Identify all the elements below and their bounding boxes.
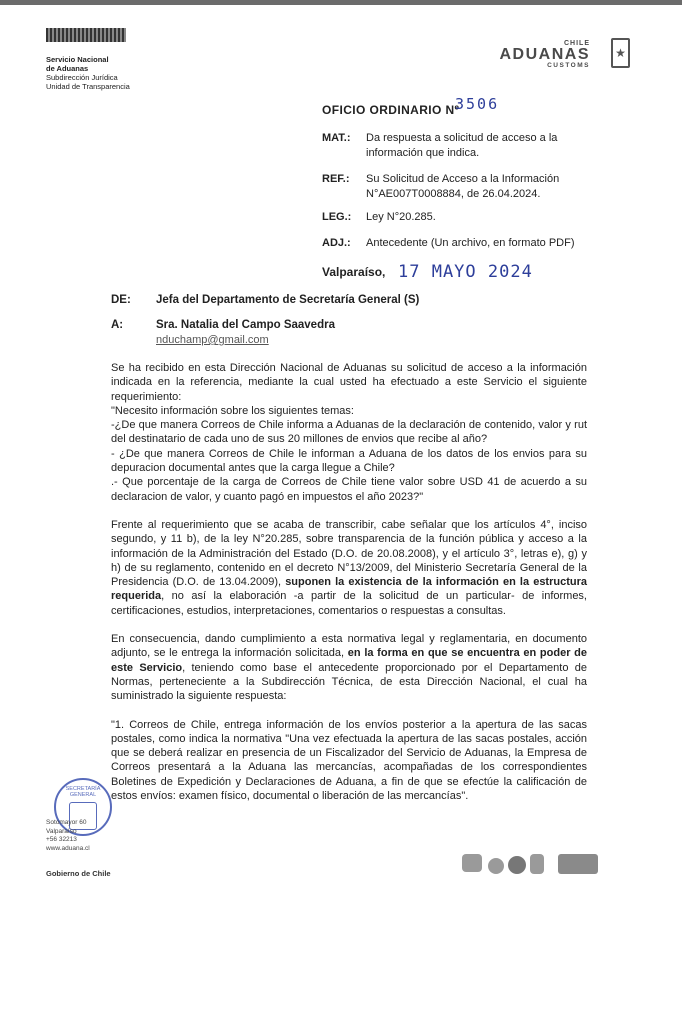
p3-text-a: En consecuencia, dando cumplimiento a esta normativa legal y reglamentaria, en documento adjunto, se le entrega la información solicitada, (111, 633, 587, 660)
government-logo (46, 28, 126, 42)
recipient-email[interactable]: nduchamp@gmail.com (156, 334, 269, 346)
logo-chile: CHILE (564, 40, 590, 47)
logo-customs: CUSTOMS (547, 62, 590, 69)
stamp-text: SECRETARÍA GENERAL (65, 786, 101, 798)
address-phone: +56 32213 (46, 836, 77, 843)
leg-text: Ley N°20.285. (366, 211, 436, 223)
p3-text-b: , teniendo como base el antecedente proporcionado por el Departamento de Normas, perteneciente a la Subdirección Técnica, de esta Dirección Nacional, el cual ha suministrado la siguiente respuesta: (111, 661, 588, 703)
p2-text-a: Frente al requerimiento que se acaba de transcribir, cabe señalar que los artículos 4°, inciso segundo, y 11 b), de la ley N°20.285, sobre transparencia de la función pública y acceso a la información de la Administración del Estado (D.O. de 20.08.2008), y el artículo 3°, letras e), g) y h) de su reglamento, contenido en el decreto N°13/2009, del Ministerio Secretaría General de la Presidencia (D.O. de 13.04.2009), (111, 518, 587, 589)
address-street: Sotomayor 60 (46, 819, 87, 826)
paragraph-legal (111, 518, 587, 618)
footer-address (46, 819, 90, 853)
gobierno-de-chile: Gobierno de Chile (46, 869, 111, 878)
aduanas-logo (500, 40, 591, 70)
to-name: Sra. Natalia del Campo Saavedra (156, 319, 335, 331)
from-label: DE: (111, 294, 131, 306)
p1-question-3: .- Que porcentaje de la carga de Correos de Chile tiene valor sobre USD 41 de acuerdo a su declaracion de valor, y cuanto pagó en impuestos el año 2023?" (111, 476, 587, 503)
leg-label: LEG.: (322, 211, 352, 223)
top-scan-border (0, 0, 682, 5)
letter-body (111, 361, 587, 817)
date-stamp: 17 MAYO 2024 (398, 262, 533, 282)
ref-text: Su Solicitud de Acceso a la Información N°AE007T0008884, de 26.04.2024. (366, 173, 560, 200)
oficio-label: OFICIO ORDINARIO Nº (322, 103, 460, 117)
institution-name-line2: de Aduanas (46, 64, 89, 73)
adj-label: ADJ.: (322, 237, 351, 249)
from-name: Jefa del Departamento de Secretaría General (S) (156, 294, 420, 306)
p2-bold: suponen la existencia de la información en la estructura requerida (111, 576, 587, 603)
footer-brand-logo (462, 854, 602, 878)
p1-question-2: - ¿De que manera Correos de Chile le informan a Aduana de los datos de los envios para su depuracion documental antes que la carga llegue a Chile? (111, 447, 587, 475)
institution-block (46, 55, 130, 91)
mat-text: Da respuesta a solicitud de acceso a la información que indica. (366, 132, 558, 159)
ref-label: REF.: (322, 173, 350, 185)
subdivision: Subdirección Jurídica (46, 73, 118, 82)
place: Valparaíso, (322, 265, 386, 279)
institution-name-line1: Servicio Nacional (46, 55, 109, 64)
oficio-number: 3506 (455, 95, 500, 113)
paragraph-consequence (111, 632, 587, 703)
p2-text-b: , no así la elaboración -a partir de la solicitud de un particular- de informes, certificaciones, estudios, interpretaciones, comentarios o respuestas a consultas. (111, 590, 587, 617)
paragraph-request (111, 361, 587, 504)
p3-bold: en la forma en que se encuentra en poder de este Servicio (111, 647, 588, 674)
address-city: Valparaíso (46, 827, 77, 835)
adj-text: Antecedente (Un archivo, en formato PDF) (366, 237, 575, 249)
p1-intro: Se ha recibido en esta Dirección Nacional de Aduanas su solicitud de acceso a la información indicada en la referencia, mediante la cual usted ha efectuado a este Servicio el siguiente requerimiento: (111, 362, 587, 403)
unit: Unidad de Transparencia (46, 82, 130, 91)
mat-label: MAT.: (322, 132, 351, 144)
p1-quote-open: "Necesito información sobre los siguientes temas: (111, 404, 354, 417)
shield-icon: ★ (611, 38, 630, 68)
logo-aduanas: ADUANAS (499, 46, 590, 63)
p1-question-1: -¿De que manera Correos de Chile informa a Aduanas de la declaración de contenido, valor y rut del destinatario de cada uno de sus 20 millones de envios que recibe al año? (111, 419, 587, 446)
paragraph-response: "1. Correos de Chile, entrega información de los envíos posterior a la apertura de las sacas postales, como indica la normativa "Una vez efectuada la apertura de las sacas postales, acción que se deberá realizar en presencia de un Fiscalizador del Servicio de Aduanas, la Empresa de Correos presentará a la Aduana las mercancías, acompañadas de los correspondientes Boletines de Expedición y Declaraciones de Aduana, a fin de que se efectúe la calificación de estos envíos: examen físico, documental o liberación de las mercancías". (111, 718, 587, 803)
address-web[interactable]: www.aduana.cl (46, 844, 90, 852)
to-label: A: (111, 319, 124, 331)
